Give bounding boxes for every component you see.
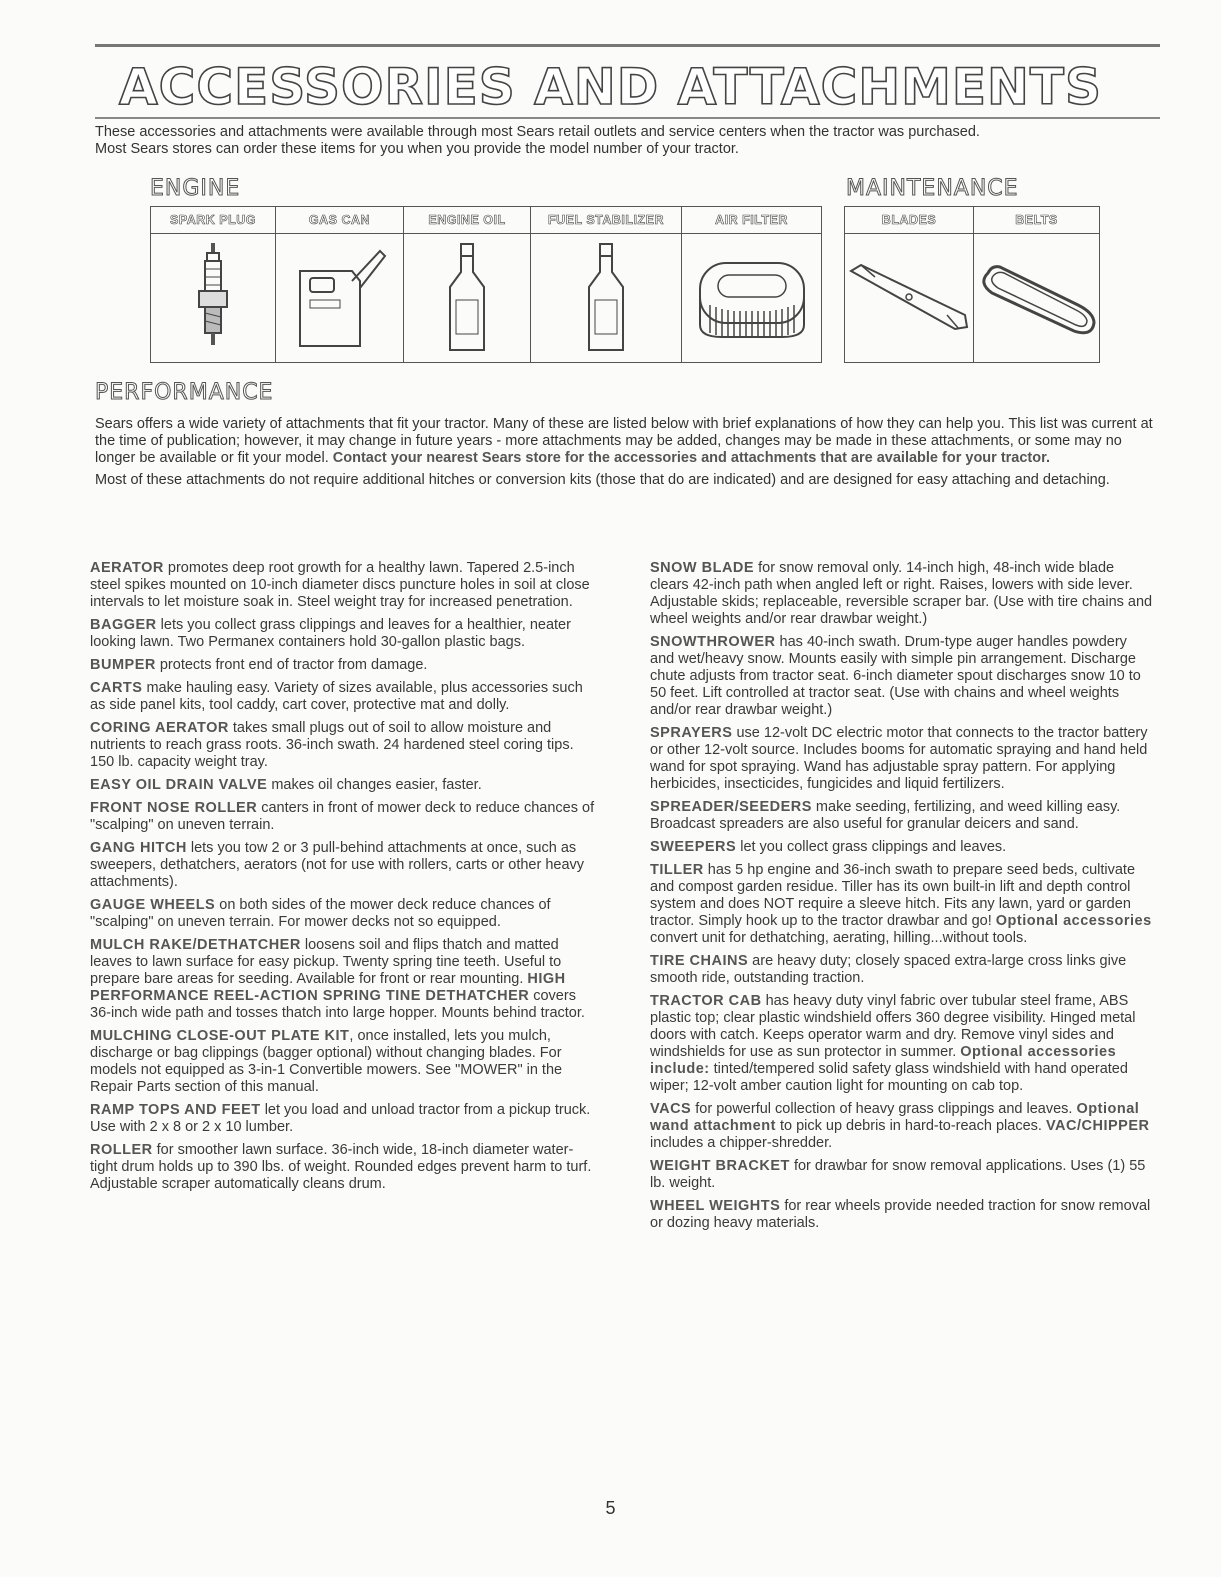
- entry-text: for powerful collection of heavy grass clippings and leaves.: [691, 1101, 1077, 1117]
- entry-vacs: [650, 1101, 1155, 1152]
- entry-carts: [90, 680, 595, 714]
- entry-snowthrower: [650, 634, 1155, 719]
- entry-sprayers: [650, 725, 1155, 793]
- entry-text: has 40-inch swath. Drum-type auger handles powdery and wet/heavy snow. Mounts easily with simple pin arrangement. Discharge chute adjusts from tractor seat. 6-inch diameter spout discharges snow 10 to 50 feet. Lift controlled at tractor seat. (Use with chains and wheel weights and/or rear drawbar weight.): [650, 634, 1141, 718]
- entry-coring-aerator: [90, 720, 595, 771]
- entry-term: TIRE CHAINS: [650, 953, 749, 969]
- page-title: ACCESSORIES AND ATTACHMENTS: [118, 58, 1103, 116]
- entry-text-2: convert unit for dethatching, aerating, hilling...without tools.: [650, 930, 1028, 946]
- entry-text: promotes deep root growth for a healthy lawn. Tapered 2.5-inch steel spikes mounted on 10-inch diameter discs puncture holes in soil at close intervals to let moisture soak in. Steel weight tray for increased penetration.: [90, 560, 590, 610]
- spark-plug-icon: [193, 241, 233, 356]
- entry-text: lets you tow 2 or 3 pull-behind attachments at once, such as sweepers, dethatchers, aerators (not for use with rollers, carts or other heavy attachments).: [90, 840, 585, 890]
- entry-text: lets you collect grass clippings and leaves for a healthier, neater looking lawn. Two Permanex containers hold 30-gallon plastic bags.: [90, 617, 571, 650]
- engine-header-air-filter: AIR FILTER: [682, 207, 822, 234]
- maintenance-table: [844, 206, 1100, 363]
- entry-text: use 12-volt DC electric motor that connects to the tractor battery or other 12-volt source. Includes booms for automatic spraying and hand held wand for spot spraying. Wand has adjustable spray pattern. For applying herbicides, insecticides, fungicides and liquid fertilizers.: [650, 725, 1148, 792]
- entry-term: CORING AERATOR: [90, 720, 229, 736]
- maintenance-header-blades: BLADES: [845, 207, 974, 234]
- entry-mulching-plate-kit: [90, 1028, 595, 1096]
- entry-term: TILLER: [650, 862, 704, 878]
- entry-mulch-rake: [90, 937, 595, 1022]
- entry-text-2: covers 36-inch wide path and tosses thatch into large hopper. Mounts behind tractor.: [90, 988, 585, 1021]
- entry-term-2: HIGH PERFORMANCE REEL-ACTION SPRING TINE DETHATCHER: [90, 971, 566, 1004]
- entry-easy-oil-drain: [90, 777, 595, 794]
- entry-term: GAUGE WHEELS: [90, 897, 216, 913]
- performance-paragraph-2: Most of these attachments do not require additional hitches or conversion kits (those that do are indicated) and are designed for easy attaching and detaching.: [95, 472, 1110, 488]
- top-rule: [95, 44, 1160, 47]
- entry-text: , once installed, lets you mulch, discharge or bag clippings (bagger optional) without changing blades. For models not equipped as 3-in-1 Convertible mowers. See "MOWER" in the Repair Parts section of this manual.: [90, 1028, 563, 1095]
- entry-term: WHEEL WEIGHTS: [650, 1198, 781, 1214]
- left-column: [90, 560, 595, 1199]
- entry-tire-chains: [650, 953, 1155, 987]
- entry-text: has 5 hp engine and 36-inch swath to prepare seed beds, cultivate and compost garden residue. Tiller has its own built-in lift and depth control system and does NOT require a sleeve hitch. Fits any lawn, yard or garden tractor. Simply hook up to the tractor drawbar and go!: [650, 862, 1136, 929]
- entry-term-2: Optional accessories include:: [650, 1044, 1117, 1077]
- performance-text: [95, 416, 1165, 494]
- entry-text: for rear wheels provide needed traction for snow removal or dozing heavy materials.: [650, 1198, 1151, 1231]
- entry-text-2: tinted/tempered solid safety glass windshield with hand operated wiper; 12-volt amber caution light for mounting on cab top.: [650, 1061, 1128, 1094]
- entry-tractor-cab: [650, 993, 1155, 1095]
- performance-heading: PERFORMANCE: [95, 380, 274, 405]
- oil-bottle-icon: [442, 242, 492, 354]
- entry-term: RAMP TOPS AND FEET: [90, 1102, 261, 1118]
- performance-paragraph-1: [95, 416, 1165, 467]
- performance-p1-bold: Contact your nearest Sears store for the accessories and attachments that are available for your tractor.: [332, 450, 1050, 466]
- blades-cell: [845, 234, 974, 363]
- entry-term: MULCHING CLOSE-OUT PLATE KIT: [90, 1028, 350, 1044]
- entry-text-2: to pick up debris in hard-to-reach places.: [775, 1118, 1046, 1134]
- entry-text: make seeding, fertilizing, and weed killing easy. Broadcast spreaders are also useful for granular deicers and sand.: [650, 799, 1121, 832]
- entry-wheel-weights: [650, 1198, 1155, 1232]
- entry-term: SNOW BLADE: [650, 560, 755, 576]
- entry-tiller: [650, 862, 1155, 947]
- intro-line-1: These accessories and attachments were available through most Sears retail outlets and service centers when the tractor was purchased.: [95, 124, 980, 140]
- entry-bagger: [90, 617, 595, 651]
- air-filter-icon: [692, 253, 812, 343]
- engine-header-engine-oil: ENGINE OIL: [404, 207, 531, 234]
- entry-term: BUMPER: [90, 657, 156, 673]
- entry-term: GANG HITCH: [90, 840, 187, 856]
- entry-text: let you load and unload tractor from a pickup truck. Use with 2 x 8 or 2 x 10 lumber.: [90, 1102, 591, 1135]
- stabilizer-bottle-icon: [581, 242, 631, 354]
- entry-text: make hauling easy. Variety of sizes available, plus accessories such as side panel kits, tool caddy, cart cover, protective mat and dolly.: [90, 680, 583, 713]
- entry-term: SPRAYERS: [650, 725, 733, 741]
- belt-icon: [974, 253, 1099, 343]
- engine-oil-cell: [404, 234, 531, 363]
- entry-text: takes small plugs out of soil to allow moisture and nutrients to reach grass roots. 36-inch swath. 24 hardened steel coring tips. 150 lb. capacity weight tray.: [90, 720, 574, 770]
- entry-term-2: Optional accessories: [995, 913, 1152, 929]
- entry-term: SPREADER/SEEDERS: [650, 799, 812, 815]
- entry-text: makes oil changes easier, faster.: [267, 777, 482, 793]
- intro-line-2: Most Sears stores can order these items for you when you provide the model number of your tractor.: [95, 141, 739, 157]
- entry-gang-hitch: [90, 840, 595, 891]
- right-column: [650, 560, 1155, 1238]
- entry-text: on both sides of the mower deck reduce chances of "scalping" on uneven terrain. For mower decks not so equipped.: [90, 897, 551, 930]
- entry-text: loosens soil and flips thatch and matted leaves to lawn surface for easy pickup. Twenty spring tine teeth. Useful to prepare bare areas for seeding. Available for front or rear mounting.: [90, 937, 562, 987]
- entry-term: ROLLER: [90, 1142, 153, 1158]
- entry-term: CARTS: [90, 680, 143, 696]
- fuel-stabilizer-cell: [531, 234, 682, 363]
- entry-sweepers: [650, 839, 1155, 856]
- entry-gauge-wheels: [90, 897, 595, 931]
- gas-can-icon: [290, 246, 390, 351]
- entry-term: SWEEPERS: [650, 839, 737, 855]
- engine-header-fuel-stabilizer: FUEL STABILIZER: [531, 207, 682, 234]
- title-rule: [95, 117, 1160, 119]
- entry-term: FRONT NOSE ROLLER: [90, 800, 258, 816]
- entry-snow-blade: [650, 560, 1155, 628]
- entry-text: let you collect grass clippings and leaves.: [736, 839, 1007, 855]
- engine-header-spark-plug: SPARK PLUG: [151, 207, 276, 234]
- entry-term: BAGGER: [90, 617, 157, 633]
- entry-ramp-tops: [90, 1102, 595, 1136]
- maintenance-heading: MAINTENANCE: [846, 176, 1019, 201]
- engine-heading: ENGINE: [150, 176, 241, 201]
- entry-term: MULCH RAKE/DETHATCHER: [90, 937, 301, 953]
- entry-term: WEIGHT BRACKET: [650, 1158, 790, 1174]
- performance-p1-text: Sears offers a wide variety of attachments that fit your tractor. Many of these are listed below with brief explanations of how they can help you. This list was current at the time of publication; however, it may change in future years - more attachments may be added, changes may be made in these attachments, or some may no longer be available or fit your model.: [95, 416, 1153, 466]
- entry-weight-bracket: [650, 1158, 1155, 1192]
- entry-roller: [90, 1142, 595, 1193]
- entry-term-2: Optional wand attachment: [650, 1101, 1140, 1134]
- entry-term: EASY OIL DRAIN VALVE: [90, 777, 268, 793]
- gas-can-cell: [276, 234, 404, 363]
- entry-text: for drawbar for snow removal applications. Uses (1) 55 lb. weight.: [650, 1158, 1146, 1191]
- entry-front-nose-roller: [90, 800, 595, 834]
- engine-table: [150, 206, 822, 363]
- entry-text: for smoother lawn surface. 36-inch wide, 18-inch diameter water-tight drum holds up to 390 lbs. of weight. Rounded edges prevent harm to turf. Adjustable scraper automatically cleans drum.: [90, 1142, 592, 1192]
- entry-term: AERATOR: [90, 560, 164, 576]
- blade-icon: [847, 253, 972, 343]
- belts-cell: [974, 234, 1100, 363]
- entry-spreader-seeders: [650, 799, 1155, 833]
- spark-plug-cell: [151, 234, 276, 363]
- entry-aerator: [90, 560, 595, 611]
- entry-text: canters in front of mower deck to reduce chances of "scalping" on uneven terrain.: [90, 800, 595, 833]
- entry-bumper: [90, 657, 595, 674]
- entry-text: are heavy duty; closely spaced extra-large cross links give smooth ride, outstanding traction.: [650, 953, 1127, 986]
- entry-term-3: VAC/CHIPPER: [1045, 1118, 1150, 1134]
- entry-text: protects front end of tractor from damage.: [155, 657, 428, 673]
- entry-term: VACS: [650, 1101, 692, 1117]
- entry-text-3: includes a chipper-shredder.: [650, 1135, 833, 1151]
- entry-text: has heavy duty vinyl fabric over tubular steel frame, ABS plastic top; clear plastic windshield offers 360 degree visibility. Hinged metal doors with catch. Keeps operator warm and dry. Remove vinyl sides and windshields for use as sun protector in summer.: [650, 993, 1136, 1060]
- intro-text: [95, 124, 1170, 158]
- engine-header-gas-can: GAS CAN: [276, 207, 404, 234]
- maintenance-header-belts: BELTS: [974, 207, 1100, 234]
- page-number: 5: [605, 1498, 616, 1518]
- entry-term: TRACTOR CAB: [650, 993, 762, 1009]
- entry-text: for snow removal only. 14-inch high, 48-inch wide blade clears 42-inch path when angled left or right. Raises, lowers with side lever. Adjustable skids; replaceable, reversible scraper bar. (Use with tire chains and wheel weights and/or rear drawbar weight.): [650, 560, 1153, 627]
- air-filter-cell: [682, 234, 822, 363]
- entry-term: SNOWTHROWER: [650, 634, 776, 650]
